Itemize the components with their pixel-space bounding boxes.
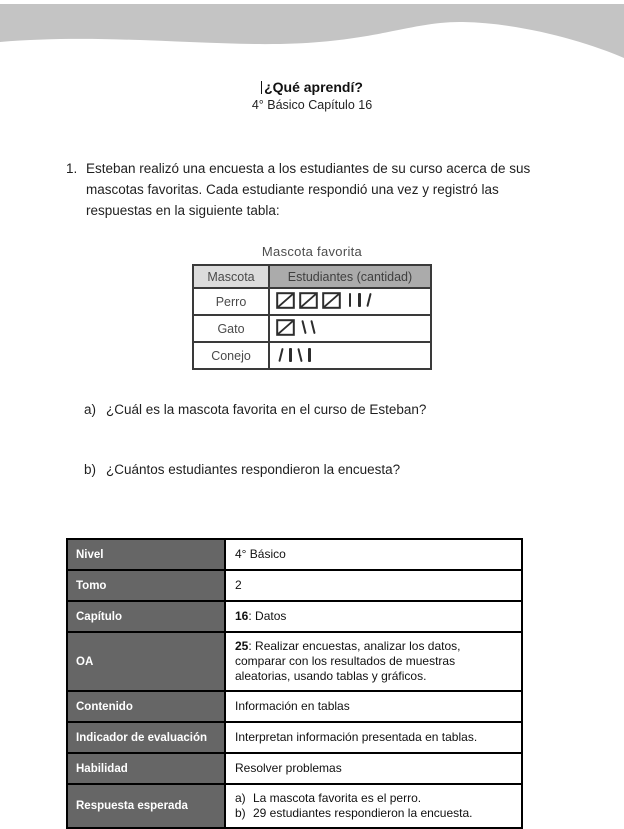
table-row-nivel	[67, 539, 522, 570]
info-row-value: Interpretan información presentada en tablas.	[225, 722, 522, 753]
table-row-indicador	[67, 722, 522, 753]
info-row-value: Información en tablas	[225, 691, 522, 722]
info-row-header: Capítulo	[67, 601, 225, 632]
table-row-capitulo	[67, 601, 522, 632]
tally-marks-conejo	[276, 346, 314, 364]
tally-row-conejo	[193, 342, 431, 369]
page-title	[261, 78, 363, 96]
tally-row-label: Perro	[193, 288, 269, 315]
header-wave-decoration	[0, 0, 624, 66]
expected-answer-a: a) La mascota favorita es el perro.	[235, 791, 422, 805]
info-row-value: 2	[225, 570, 522, 601]
tally-chart-title: Mascota favorita	[261, 244, 363, 259]
tally-stick-icon	[349, 293, 351, 307]
text-cursor-icon	[261, 81, 262, 94]
info-row-value: 16: Datos	[225, 601, 522, 632]
title-block	[0, 78, 624, 113]
tally-box-of-five-icon	[276, 292, 295, 309]
info-row-value: 25: Realizar encuestas, analizar los datos, comparar con los resultados de muestras aleatorias, usando tablas y gráficos.	[225, 632, 522, 691]
table-row-tomo	[67, 570, 522, 601]
tally-row-label: Gato	[193, 315, 269, 342]
tally-stick-icon	[358, 293, 360, 307]
tally-stick-icon	[278, 348, 284, 362]
table-row-contenido	[67, 691, 522, 722]
info-row-value: Resolver problemas	[225, 753, 522, 784]
sub-question-b-label: b)	[84, 462, 97, 477]
tally-row-marks	[269, 342, 431, 369]
tally-row-perro	[193, 288, 431, 315]
tally-stick-icon	[289, 348, 291, 362]
tally-stick-icon	[297, 348, 303, 362]
info-row-header: Respuesta esperada	[67, 784, 225, 828]
info-row-header: Tomo	[67, 570, 225, 601]
question-1	[66, 158, 624, 221]
tally-stick-icon	[311, 320, 317, 334]
tally-stick-icon	[308, 348, 310, 362]
sub-question-a-label: a)	[84, 402, 97, 417]
tally-row-marks	[269, 315, 431, 342]
table-row-oa	[67, 632, 522, 691]
tally-col-header-estudiantes: Estudiantes (cantidad)	[269, 265, 431, 288]
sub-question-a-text: ¿Cuál es la mascota favorita en el curso de Esteban?	[106, 402, 427, 417]
tally-stick-icon	[366, 293, 372, 307]
tally-stick-icon	[301, 320, 307, 334]
tally-row-label: Conejo	[193, 342, 269, 369]
tally-marks-perro	[276, 291, 374, 309]
metadata-table	[66, 538, 523, 829]
info-row-header: Contenido	[67, 691, 225, 722]
tally-box-of-five-icon	[276, 319, 295, 336]
tally-col-header-mascota: Mascota	[193, 265, 269, 288]
tally-row-gato	[193, 315, 431, 342]
info-row-value: 4° Básico	[225, 539, 522, 570]
question-number: 1.	[66, 161, 78, 176]
page-subtitle: 4° Básico Capítulo 16	[251, 98, 373, 112]
tally-box-of-five-icon	[322, 292, 341, 309]
sub-question-b	[84, 461, 624, 479]
info-row-header: Nivel	[67, 539, 225, 570]
info-row-header: Habilidad	[67, 753, 225, 784]
tally-box-of-five-icon	[299, 292, 318, 309]
tally-table	[192, 264, 432, 370]
tally-row-marks	[269, 288, 431, 315]
info-row-value	[225, 784, 522, 828]
info-row-header: Indicador de evaluación	[67, 722, 225, 753]
table-row-respuesta	[67, 784, 522, 828]
table-row-habilidad	[67, 753, 522, 784]
sub-question-b-text: ¿Cuántos estudiantes respondieron la encuesta?	[106, 462, 401, 477]
expected-answer-b: b) 29 estudiantes respondieron la encuesta.	[235, 806, 473, 820]
sub-question-a	[84, 401, 624, 419]
tally-chart	[0, 244, 624, 370]
tally-header-row	[193, 265, 431, 288]
tally-marks-gato	[276, 318, 318, 336]
page-title-text: ¿Qué aprendí?	[264, 79, 363, 95]
question-text: Esteban realizó una encuesta a los estudiantes de su curso acerca de sus mascotas favoritas. Cada estudiante respondió una vez y registró las respuestas en la siguiente tabla:	[86, 161, 531, 218]
info-row-header: OA	[67, 632, 225, 691]
